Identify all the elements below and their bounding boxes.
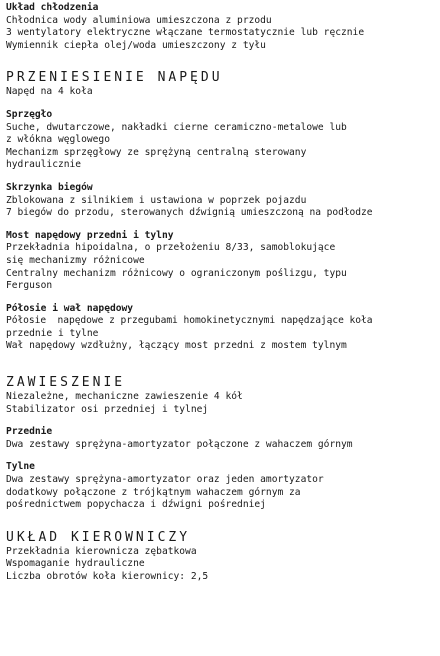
cooling-title: Układ chłodzenia bbox=[6, 2, 99, 13]
clutch-line-2: z włókna węglowego bbox=[6, 134, 110, 146]
clutch-line-3: Mechanizm sprzęgłowy ze sprężyną centralną sterowany bbox=[6, 146, 307, 158]
rear-suspension-title: Tylne bbox=[6, 461, 35, 473]
cooling-section bbox=[6, 2, 440, 52]
front-suspension-title: Przednie bbox=[6, 426, 53, 438]
suspension-heading: ZAWIESZENIE bbox=[6, 375, 126, 391]
drivetrain-heading: PRZENIESIENIE NAPĘDU bbox=[6, 70, 223, 86]
steering-line-1: Przekładnia kierownicza zębatkowa bbox=[6, 545, 197, 557]
steering-heading: UKŁAD KIEROWNICZY bbox=[6, 529, 191, 545]
document-page bbox=[0, 2, 440, 656]
steering-line-2: Wspomaganie hydrauliczne bbox=[6, 558, 145, 570]
shafts-line-3: Wał napędowy wzdłużny, łączący most przedni z mostem tylnym bbox=[6, 340, 347, 352]
front-suspension-line-1: Dwa zestawy sprężyna-amortyzator połączone z wahaczem górnym bbox=[6, 438, 353, 450]
rear-suspension-line-1: Dwa zestawy sprężyna-amortyzator oraz jeden amortyzator bbox=[6, 474, 324, 486]
cooling-line-1: Chłodnica wody aluminiowa umieszczona z przodu bbox=[6, 14, 272, 26]
axles-line-2: się mechanizmy różnicowe bbox=[6, 254, 145, 266]
gearbox-line-2: 7 biegów do przodu, sterowanych dźwignią umieszczoną na podłodze bbox=[6, 207, 373, 219]
steering-section bbox=[6, 530, 440, 584]
shafts-line-1: Półosie napędowe z przegubami homokinetycznymi napędzające koła bbox=[6, 315, 373, 327]
clutch-title: Sprzęgło bbox=[6, 108, 53, 120]
clutch-line-4: hydraulicznie bbox=[6, 159, 82, 171]
clutch-line-1: Suche, dwutarczowe, nakładki cierne ceramiczno-metalowe lub bbox=[6, 121, 347, 133]
cooling-line-2: 3 wentylatory elektryczne włączane termostatycznie lub ręcznie bbox=[6, 27, 365, 39]
rear-suspension-line-3: pośrednictwem popychacza i dźwigni pośredniej bbox=[6, 499, 266, 511]
axles-line-1: Przekładnia hipoidalna, o przełożeniu 8/33, samoblokujące bbox=[6, 242, 336, 254]
steering-line-3: Liczba obrotów koła kierownicy: 2,5 bbox=[6, 571, 209, 582]
rear-suspension-line-2: dodatkowy połączone z trójkątnym wahaczem górnym za bbox=[6, 486, 301, 498]
shafts-line-2: przednie i tylne bbox=[6, 327, 99, 339]
suspension-line-2: Stabilizator osi przedniej i tylnej bbox=[6, 403, 209, 415]
gearbox-title: Skrzynka biegów bbox=[6, 181, 93, 193]
axles-line-3: Centralny mechanizm różnicowy o ograniczonym poślizgu, typu bbox=[6, 267, 347, 279]
axles-title: Most napędowy przedni i tylny bbox=[6, 229, 174, 241]
suspension-line-1: Niezależne, mechaniczne zawieszenie 4 kół bbox=[6, 391, 243, 403]
drivetrain-section bbox=[6, 70, 440, 353]
axles-line-4: Ferguson bbox=[6, 280, 53, 292]
gearbox-line-1: Zblokowana z silnikiem i ustawiona w poprzek pojazdu bbox=[6, 194, 307, 206]
suspension-section bbox=[6, 375, 440, 512]
drivetrain-intro: Napęd na 4 koła bbox=[6, 86, 93, 98]
shafts-title: Półosie i wał napędowy bbox=[6, 302, 134, 314]
cooling-line-3: Wymiennik ciepła olej/woda umieszczony z tyłu bbox=[6, 39, 266, 51]
